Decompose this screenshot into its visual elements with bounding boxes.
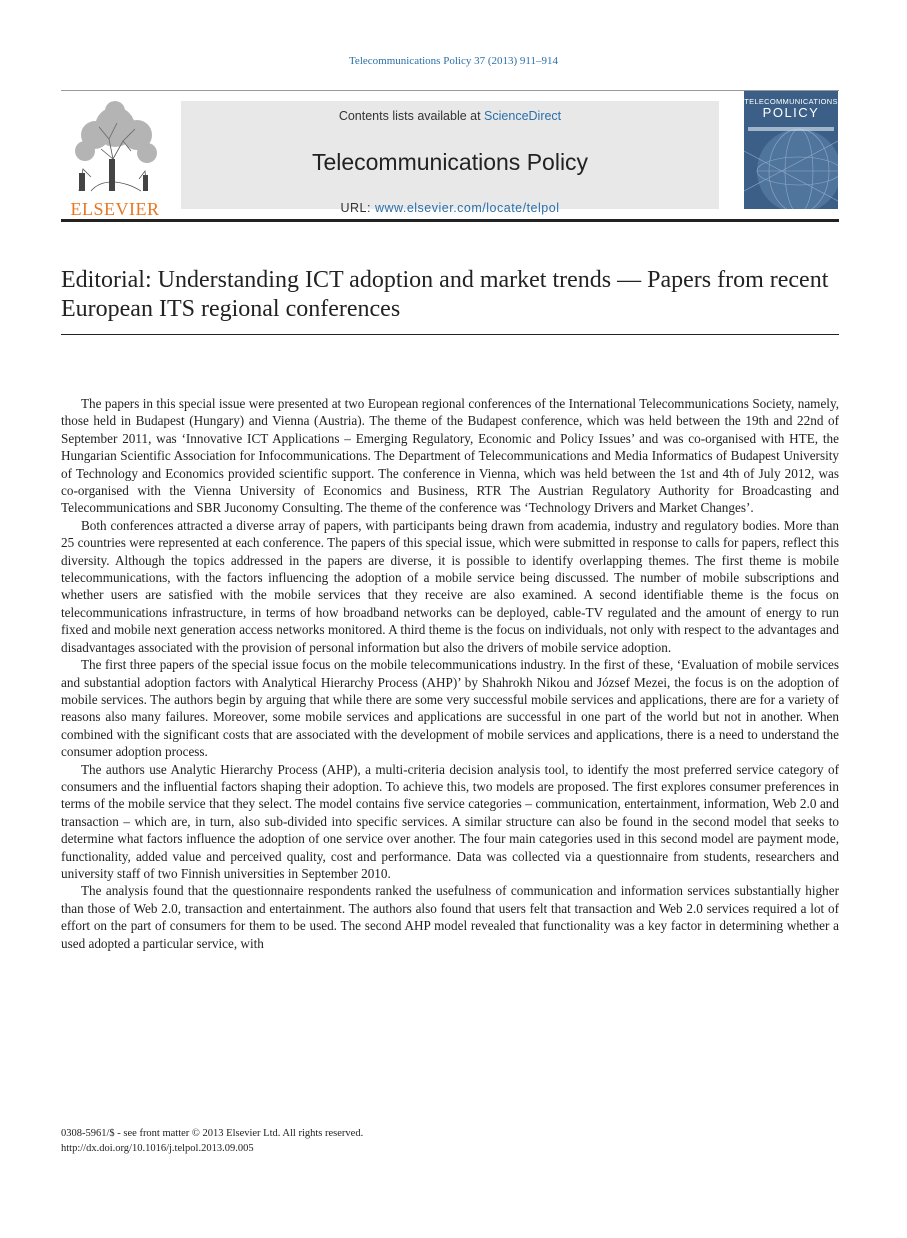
cover-title-top: TELECOMMUNICATIONS — [744, 97, 838, 106]
url-line — [181, 201, 719, 215]
journal-banner — [181, 101, 719, 215]
header-rule — [61, 219, 839, 222]
article-body — [61, 395, 839, 952]
paragraph: Both conferences attracted a diverse array of papers, with participants being drawn from academia, industry and regulatory bodies. More than 25 countries were represented at each conference. The papers of this special issue, which were submitted in response to calls for papers, reflect this diversity. Although the topics addressed in the papers are diverse, it is possible to identify overlapping themes. The first theme is mobile telecommunications, with the factors influencing the adoption of a mobile service being discussed. The number of mobile subscriptions and whether users are satisfied with the mobile services that they receive are also examined. A second identifiable theme is the focus on telecommunications infrastructure, in terms of how broadband networks can be deployed, cable-TV regulated and the amount of energy to run fixed and mobile next generation access networks monitored. A third theme is the focus on individuals, not only with respect to the advantages and disadvantages associated with the provision of personal information but also the drivers of mobile service adoption. — [61, 517, 839, 655]
paragraph: The first three papers of the special issue focus on the mobile telecommunications industry. In the first of these, ‘Evaluation of mobile services and substantial adoption factors with Analytical Hierarchy Process (AHP)’ by Shahrokh Nikou and József Mezei, the focus is on the adoption of mobile services. The authors begin by arguing that while there are some very successful mobile services and applications, there are for a variety of reasons also many failures. Moreover, some mobile services and applications are successful in one part of the world but not in another. When combined with the significant costs that are associated with the development of mobile services and applications, there is a need to understand the consumer adoption process. — [61, 657, 839, 760]
journal-header — [61, 90, 839, 221]
paragraph: The papers in this special issue were presented at two European regional conferences of the International Telecommunications Society, namely, those held in Budapest (Hungary) and Vienna (Austria). The theme of the Budapest conference, which was held between the 19th and 22nd of September 2011, was ‘Innovative ICT Applications – Emerging Regulatory, Economic and Policy Issues’ and was co-organised with HTE, the Hungarian Scientific Association for Infocommunications. The Department of Telecommunications and Media Informatics of Budapest University of Technology and Economics provided scientific support. The conference in Vienna, which was held between the 1st and 4th of July 2012, was co-organised with the Vienna University of Economics and Business, RTR The Austrian Regulatory Authority for Broadcasting and Telecommunications and SBR Juconomy Consulting. The theme of the conference was ‘Technology Drivers and Market Changes’. — [61, 396, 839, 516]
journal-reference[interactable]: Telecommunications Policy 37 (2013) 911–914 — [348, 55, 558, 67]
cover-title — [744, 97, 838, 119]
journal-name: Telecommunications Policy — [311, 149, 589, 175]
contents-line — [181, 109, 719, 123]
paragraph: The authors use Analytic Hierarchy Process (AHP), a multi-criteria decision analysis tool, to identify the most preferred service category of consumers and the influential factors shaping their adoption. To achieve this, two models are proposed. The first explores consumer preferences in terms of the mobile service that they select. The model contains five service categories – communication, entertainment, information, Web 2.0 and transaction – which are, in turn, also sub-divided into specific services. A similar structure can also be found in the second model that seeks to determine what factors influence the adoption of one service over another. The four main categories used in this second model are payment mode, functionality, added value and perceived quality, cost and performance. Data was collected via a questionnaire from students, researchers and university staff of two Finnish universities in September 2010. — [61, 761, 839, 881]
sciencedirect-link[interactable]: ScienceDirect — [484, 109, 562, 123]
elsevier-wordmark: ELSEVIER — [70, 199, 160, 219]
paragraph: The analysis found that the questionnaire respondents ranked the usefulness of communication and information services substantially higher than those of Web 2.0, transaction and entertainment. The authors also found that users felt that transaction and Web 2.0 services required a lot of effort on the part of consumers for them to be used. The second AHP model revealed that functionality was a key factor in determining whether a used adopted a particular service, with — [61, 883, 839, 951]
journal-cover — [744, 91, 838, 209]
contents-prefix: Contents lists available at — [338, 109, 485, 123]
copyright-line: 0308-5961/$ - see front matter © 2013 Elsevier Ltd. All rights reserved. — [61, 1128, 364, 1139]
elsevier-tree-logo — [61, 99, 169, 219]
tree-icon — [61, 99, 169, 194]
cover-title-big: POLICY — [762, 105, 820, 120]
doi-link[interactable]: http://dx.doi.org/10.1016/j.telpol.2013.09.005 — [61, 1143, 254, 1154]
page-footer — [61, 1126, 839, 1156]
journal-url-link[interactable]: www.elsevier.com/locate/telpol — [374, 201, 560, 215]
article-title: Editorial: Understanding ICT adoption and market trends — Papers from recent European ITS regional conferences — [61, 267, 829, 322]
url-prefix: URL: — [340, 201, 375, 215]
title-rule — [61, 334, 839, 335]
